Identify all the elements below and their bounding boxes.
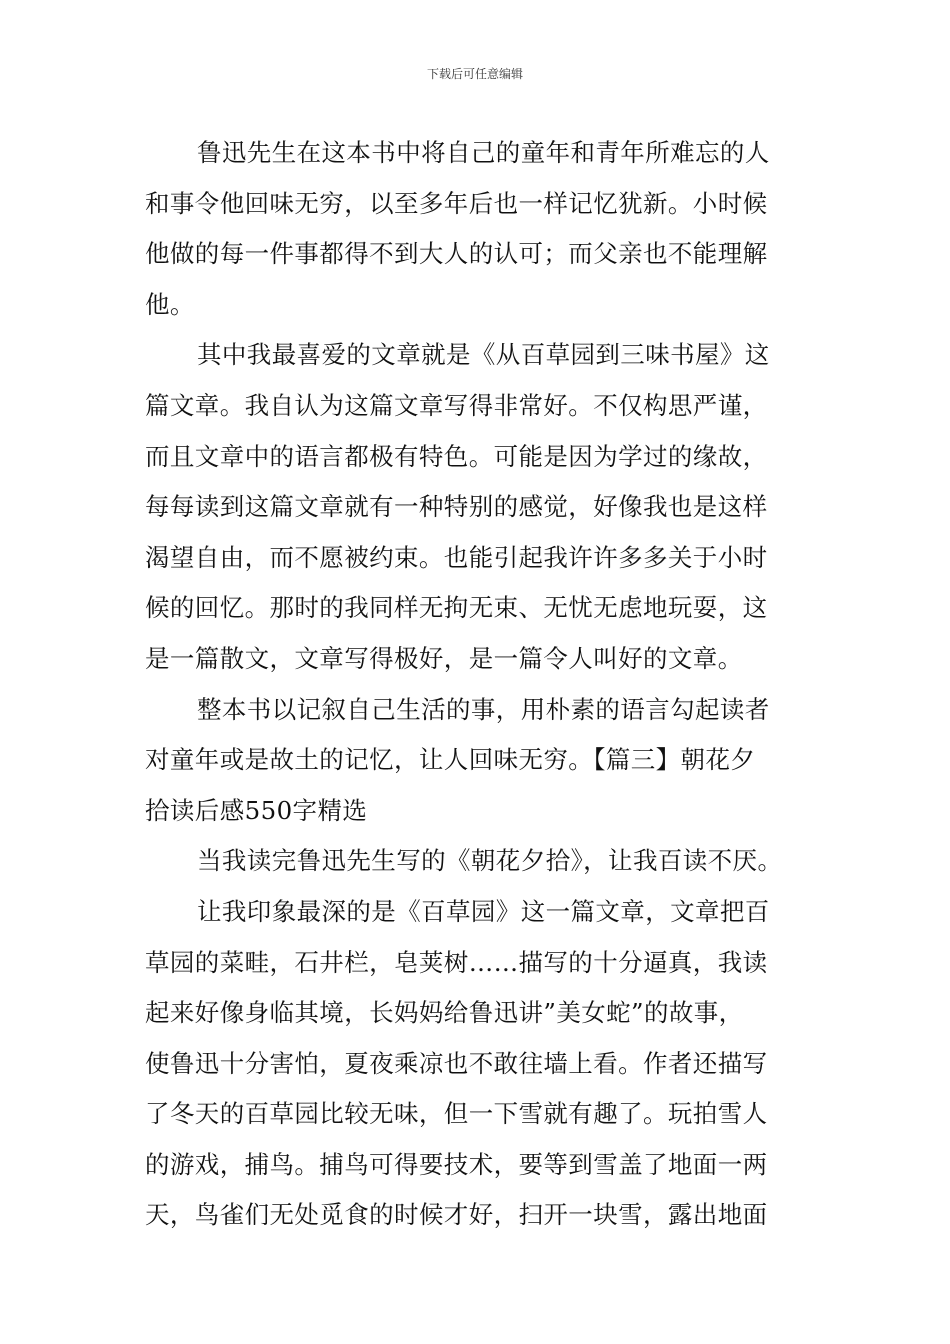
text-line: 使鲁迅十分害怕，夏夜乘凉也不敢往墙上看。作者还描写 <box>145 1048 768 1078</box>
text-line: 他做的每一件事都得不到大人的认可；而父亲也不能理解 <box>145 239 768 269</box>
page-header: 下载后可任意编辑 <box>426 67 523 81</box>
text-line: 对童年或是故土的记忆，让人回味无穷。【篇三】朝花夕 <box>145 745 756 775</box>
text-line: 的游戏，捕鸟。捕鸟可得要技术，要等到雪盖了地面一两 <box>145 1149 768 1179</box>
text-line: 是一篇散文，文章写得极好，是一篇令人叫好的文章。 <box>145 643 743 673</box>
text-line: 让我印象最深的是《百草园》这一篇文章，文章把百 <box>197 896 770 926</box>
text-line: 当我读完鲁迅先生写的《朝花夕拾》，让我百读不厌。 <box>197 846 783 876</box>
text-line: 和事令他回味无穷，以至多年后也一样记忆犹新。小时候 <box>145 188 768 218</box>
text-line: 篇文章。我自认为这篇文章写得非常好。不仅构思严谨， <box>145 390 768 420</box>
text-line: 而且文章中的语言都极有特色。可能是因为学过的缘故， <box>145 441 768 471</box>
text-line: 起来好像身临其境，长妈妈给鲁迅讲”美女蛇”的故事， <box>145 998 744 1028</box>
text-line: 整本书以记叙自己生活的事，用朴素的语言勾起读者 <box>197 694 770 724</box>
text-line: 渴望自由，而不愿被约束。也能引起我许许多多关于小时 <box>145 542 768 572</box>
text-line: 了冬天的百草园比较无味，但一下雪就有趣了。玩拍雪人 <box>145 1099 768 1129</box>
document-body <box>145 128 815 1241</box>
text-line: 拾读后感550字精选 <box>145 795 368 825</box>
text-line: 候的回忆。那时的我同样无拘无束、无忧无虑地玩耍，这 <box>145 593 768 623</box>
text-line: 每每读到这篇文章就有一种特别的感觉，好像我也是这样 <box>145 492 768 522</box>
text-line: 其中我最喜爱的文章就是《从百草园到三味书屋》这 <box>197 340 770 370</box>
text-line: 他。 <box>145 289 195 319</box>
text-line: 草园的菜畦，石井栏，皂荚树……描写的十分逼真，我读 <box>145 947 768 977</box>
text-line: 天，鸟雀们无处觅食的时候才好，扫开一块雪，露出地面 <box>145 1200 768 1230</box>
text-line: 鲁迅先生在这本书中将自己的童年和青年所难忘的人 <box>197 138 770 167</box>
